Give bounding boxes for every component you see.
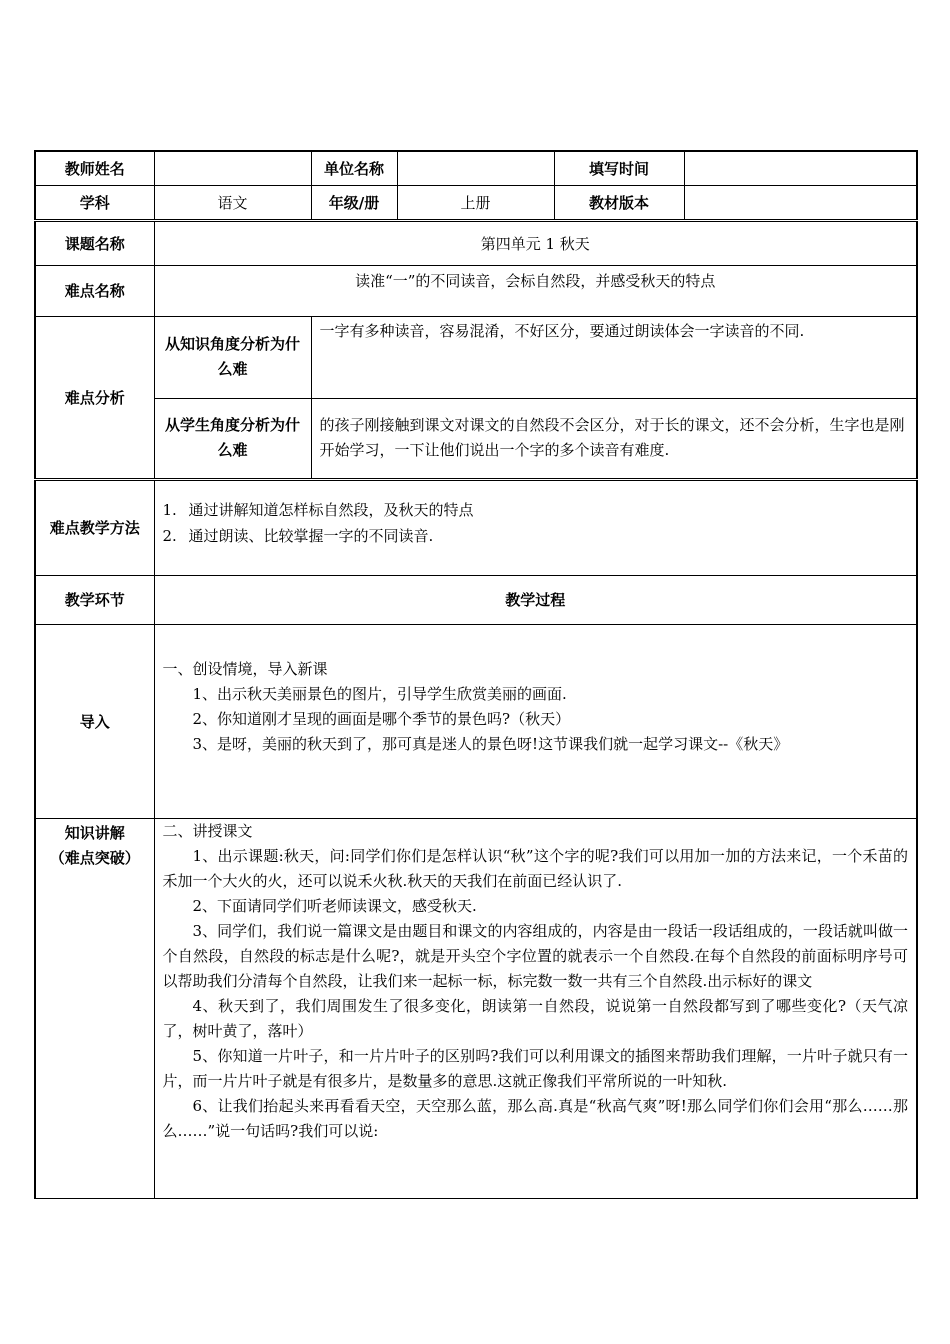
fill-time-label: 填写时间	[554, 151, 684, 185]
method-row	[35, 479, 917, 575]
difficulty-value[interactable]: 读准“一”的不同读音，会标自然段，并感受秋天的特点	[154, 265, 917, 316]
textbook-value[interactable]	[684, 185, 917, 220]
intro-heading: 一、创设情境，导入新课	[162, 659, 328, 678]
analysis-knowledge-row	[35, 316, 917, 398]
method-item: 2. 通过朗读、比较掌握一字的不同读音.	[162, 526, 434, 545]
knowledge-paragraph: 1、出示课题:秋天，问:同学们你们是怎样认识“秋”这个字的呢?我们可以用加一加的方法来记，一个禾苗的禾加一个大火的火，还可以说禾火秋.秋天的天我们在前面已经认识了.	[162, 846, 908, 890]
unit-name-value[interactable]	[397, 151, 554, 185]
header-row-1	[35, 151, 917, 185]
method-label: 难点教学方法	[35, 479, 154, 575]
intro-line: 3、是呀，美丽的秋天到了，那可真是迷人的景色呀!这节课我们就一起学习课文--《秋天》	[192, 734, 789, 753]
knowledge-label	[35, 818, 154, 1198]
lesson-plan-table	[34, 150, 918, 1199]
knowledge-content	[154, 818, 917, 1198]
teacher-name-label: 教师姓名	[35, 151, 154, 185]
knowledge-paragraph: 4、秋天到了，我们周围发生了很多变化，朗读第一自然段，说说第一自然段都写到了哪些变化?（天气凉了，树叶黄了，落叶）	[162, 996, 908, 1040]
textbook-label: 教材版本	[554, 185, 684, 220]
header-row-2	[35, 185, 917, 220]
knowledge-label-line2: （难点突破）	[49, 848, 140, 867]
topic-label: 课题名称	[35, 220, 154, 265]
method-list	[154, 479, 917, 575]
subject-value[interactable]: 语文	[154, 185, 311, 220]
intro-content	[154, 624, 917, 818]
knowledge-paragraph: 5、你知道一片叶子，和一片片叶子的区别吗?我们可以利用课文的插图来帮助我们理解，一片叶子就只有一片，而一片片叶子就是有很多片，是数量多的意思.这就正像我们平常所说的一叶知秋.	[162, 1046, 908, 1090]
difficulty-label: 难点名称	[35, 265, 154, 316]
intro-line: 2、你知道刚才呈现的画面是哪个季节的景色吗?（秋天）	[192, 709, 571, 728]
knowledge-heading: 二、讲授课文	[162, 821, 253, 840]
knowledge-paragraph: 6、让我们抬起头来再看看天空，天空那么蓝，那么高.真是“秋高气爽”呀!那么同学们你们会用“那么……那么……”说一句话吗?我们可以说:	[162, 1096, 908, 1140]
process-header: 教学过程	[154, 575, 917, 624]
grade-label: 年级/册	[311, 185, 397, 220]
teacher-name-value[interactable]	[154, 151, 311, 185]
analysis-label: 难点分析	[35, 316, 154, 479]
knowledge-row	[35, 818, 917, 1198]
knowledge-angle-value[interactable]: 一字有多种读音，容易混淆，不好区分，要通过朗读体会一字读音的不同.	[311, 316, 917, 398]
grade-value[interactable]: 上册	[397, 185, 554, 220]
student-angle-label: 从学生角度分析为什么难	[154, 398, 311, 479]
intro-label: 导入	[35, 624, 154, 818]
topic-value[interactable]: 第四单元 1 秋天	[154, 220, 917, 265]
topic-row	[35, 220, 917, 265]
student-angle-value[interactable]: 的孩子刚接触到课文对课文的自然段不会区分，对于长的课文，还不会分析，生字也是刚开始学习，一下让他们说出一个字的多个读音有难度.	[311, 398, 917, 479]
lesson-plan-form	[34, 150, 916, 1199]
intro-line: 1、出示秋天美丽景色的图片，引导学生欣赏美丽的画面.	[192, 684, 567, 703]
method-item: 1. 通过讲解知道怎样标自然段，及秋天的特点	[162, 500, 474, 519]
subject-label: 学科	[35, 185, 154, 220]
difficulty-row	[35, 265, 917, 316]
knowledge-paragraph: 3、同学们，我们说一篇课文是由题目和课文的内容组成的，内容是由一段话一段话组成的，一段话就叫做一个自然段，自然段的标志是什么呢?，就是开头空个字位置的就表示一个自然段.在每个自然段的前面标明序号可以帮助我们分清每个自然段，让我们来一起标一标，标完数一数一共有三个自然段.出示标好的课文	[162, 921, 908, 990]
intro-row	[35, 624, 917, 818]
knowledge-angle-label: 从知识角度分析为什么难	[154, 316, 311, 398]
analysis-student-row	[35, 398, 917, 479]
unit-name-label: 单位名称	[311, 151, 397, 185]
fill-time-value[interactable]	[684, 151, 917, 185]
process-header-row	[35, 575, 917, 624]
stage-header: 教学环节	[35, 575, 154, 624]
knowledge-label-line1: 知识讲解	[64, 823, 125, 842]
knowledge-paragraph: 2、下面请同学们听老师读课文，感受秋天.	[192, 896, 477, 915]
